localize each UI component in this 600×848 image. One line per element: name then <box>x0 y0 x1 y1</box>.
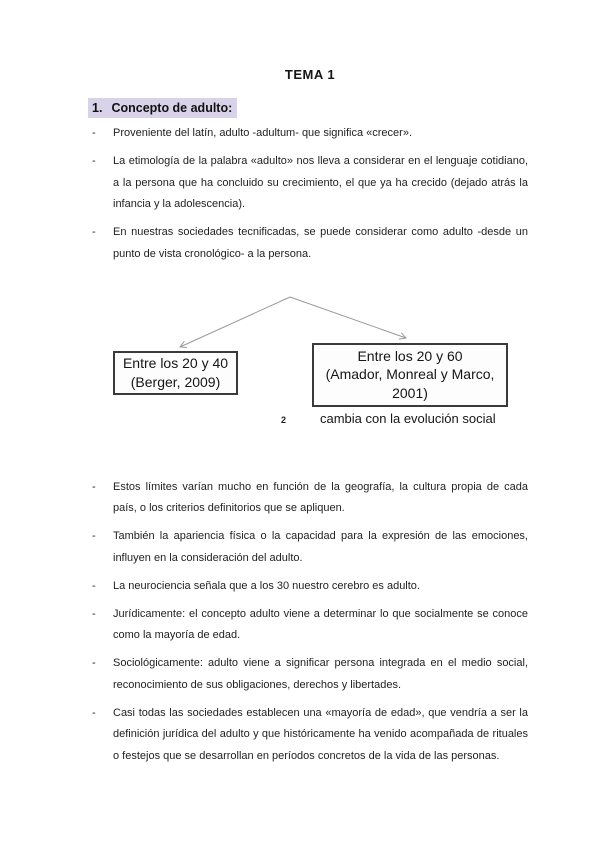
bullet-dash: - <box>92 579 96 592</box>
bullet-text: Proveniente del latín, adulto -adultum- que significa «crecer». <box>113 127 413 139</box>
bullet-text: Estos límites varían mucho en función de la geografía, la cultura propia de cada país, o los criterios definitorios que se apliquen. <box>113 480 528 514</box>
bullet-item <box>92 653 528 696</box>
bullet-item <box>92 222 528 265</box>
bullet-text: Jurídicamente: el concepto adulto viene a determinar lo que socialmente se conoce como la mayoría de edad. <box>113 607 528 641</box>
bullet-item <box>92 477 528 520</box>
bullet-item <box>92 703 528 768</box>
bullet-dash: - <box>92 657 96 669</box>
bullet-dash: - <box>92 530 96 542</box>
bullet-text: La neurociencia señala que a los 30 nuestro cerebro es adulto. <box>113 579 420 592</box>
section-number: 1. <box>92 101 103 115</box>
bullet-text: También la apariencia física o la capacidad para la expresión de las emociones, influyen en la consideración del adulto. <box>113 530 528 564</box>
diagram-box-left-line: Entre los 20 y 40 <box>122 355 229 371</box>
bullet-dash: - <box>92 155 96 167</box>
diagram-box-right-line: 2001) <box>392 384 428 401</box>
diagram-box-left <box>113 351 238 395</box>
bullet-dash: - <box>92 226 96 238</box>
section-heading <box>88 98 528 118</box>
age-range-diagram <box>92 272 528 433</box>
diagram-box-left-line: (Berger, 2009) <box>130 373 221 390</box>
diagram-box-right <box>312 343 508 407</box>
section-heading-highlight <box>88 98 237 118</box>
diagram-caption: cambia con la evolución social <box>320 410 496 426</box>
page-number: 2 <box>281 414 287 425</box>
bullet-dash: - <box>92 706 96 719</box>
bullet-list-top <box>92 123 528 265</box>
diagram-box-right-line: (Amador, Monreal y Marco, <box>325 366 495 383</box>
bullet-item <box>92 604 528 647</box>
bullet-text: La etimología de la palabra «adulto» nos lleva a considerar en el lenguaje cotidiano, a la persona que ha concluido su crecimiento, el que ya ha crecido (dejado atrás la infancia y la adolescencia). <box>113 155 528 210</box>
bullet-item <box>92 526 528 569</box>
section-title: Concepto de adulto: <box>111 101 233 115</box>
bullet-item <box>92 123 528 145</box>
document-title: TEMA 1 <box>284 67 336 82</box>
bullet-list-bottom <box>92 477 528 768</box>
diagram-box-right-line: Entre los 20 y 60 <box>357 347 463 364</box>
bullet-text: Sociológicamente: adulto viene a significar persona integrada en el medio social, reconocimiento de sus obligaciones, derechos y libertades. <box>113 657 528 691</box>
bullet-item <box>92 576 528 598</box>
bullet-dash: - <box>92 607 96 620</box>
bullet-dash: - <box>92 127 96 139</box>
bullet-text: Casi todas las sociedades establecen una «mayoría de edad», que vendría a ser la definición jurídica del adulto y que históricamente ha venido acompañada de rituales o festejos que se desarrollan en períodos concretos de la vida de las personas. <box>113 706 528 762</box>
bullet-item <box>92 151 528 216</box>
bullet-text: En nuestras sociedades tecnificadas, se puede considerar como adulto -desde un punto de vista cronológico- a la persona. <box>113 226 528 260</box>
bullet-dash: - <box>92 480 96 493</box>
